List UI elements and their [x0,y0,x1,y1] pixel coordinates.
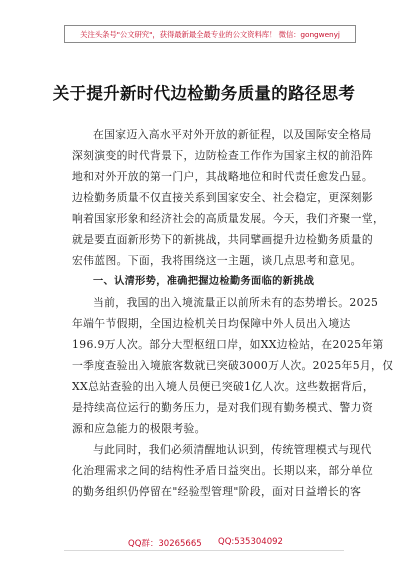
paragraph-line: 地和对外开放的第一门户，其战略地位和时代责任愈发凸显。 [72,170,373,183]
footer-qq-group: QQ群：30265665 [128,539,202,549]
paragraph-line: 源和应急能力的极限考验。 [72,422,206,435]
document-title: 关于提升新时代边检勤务质量的路径思考 [52,84,356,103]
footer-divider [64,550,344,551]
footer-qq-contact: QQ:535304092 [218,537,283,547]
paragraph-line: 当前，我国的出入境流量正以前所未有的态势增长。2025 [93,296,379,309]
paragraph-line: 与此同时，我们必须清醒地认识到，传统管理模式与现代 [93,443,372,456]
page-footer [0,537,408,551]
paragraph-line: 是持续高位运行的勤务压力，是对我们现有勤务模式、警力资 [72,401,373,414]
promo-banner-text: 关注头条号"公文研究"，获得最新最全最专业的公文资料库！ 微信：gongwenyj [80,29,340,39]
paragraph-line: 年端午节假期，全国边检机关日均保障中外人员出入境达 [72,317,351,330]
paragraph-line: 宏伟蓝图。下面，我将围绕这一主题，谈几点思考和意见。 [72,254,362,267]
paragraph-line: XX总站查验的出入境人员便已突破1亿人次。这些数据背后， [72,380,374,393]
paragraph-line: 在国家迈入高水平对外开放的新征程，以及国际安全格局 [93,128,372,141]
paragraph-line: 的勤务组织仍停留在"经验型管理"阶段，面对日益增长的客 [72,485,362,498]
paragraph-line: 就是要直面新形势下的新挑战，共同擘画提升边检勤务质量的 [72,233,373,246]
section-heading: 一、认清形势，准确把握边检勤务面临的新挑战 [93,276,315,287]
paragraph-line: 响着国家形象和经济社会的高质量发展。今天，我们齐聚一堂， [72,212,385,225]
paragraph-line: 196.9万人次。部分大型枢纽口岸，如XX边检站，在2025年第 [72,338,384,351]
document-body [72,124,394,502]
paragraph-line: 边检勤务质量不仅直接关系到国家安全、社会稳定，更深刻影 [72,191,373,204]
promo-banner [64,25,356,43]
paragraph-line: 深刻演变的时代背景下，边防检查工作作为国家主权的前沿阵 [72,149,373,162]
paragraph-line: 一季度查验出入境旅客数就已突破3000万人次。2025年5月，仅 [72,359,394,372]
paragraph-line: 化治理需求之间的结构性矛盾日益突出。长期以来，部分单位 [72,464,373,477]
